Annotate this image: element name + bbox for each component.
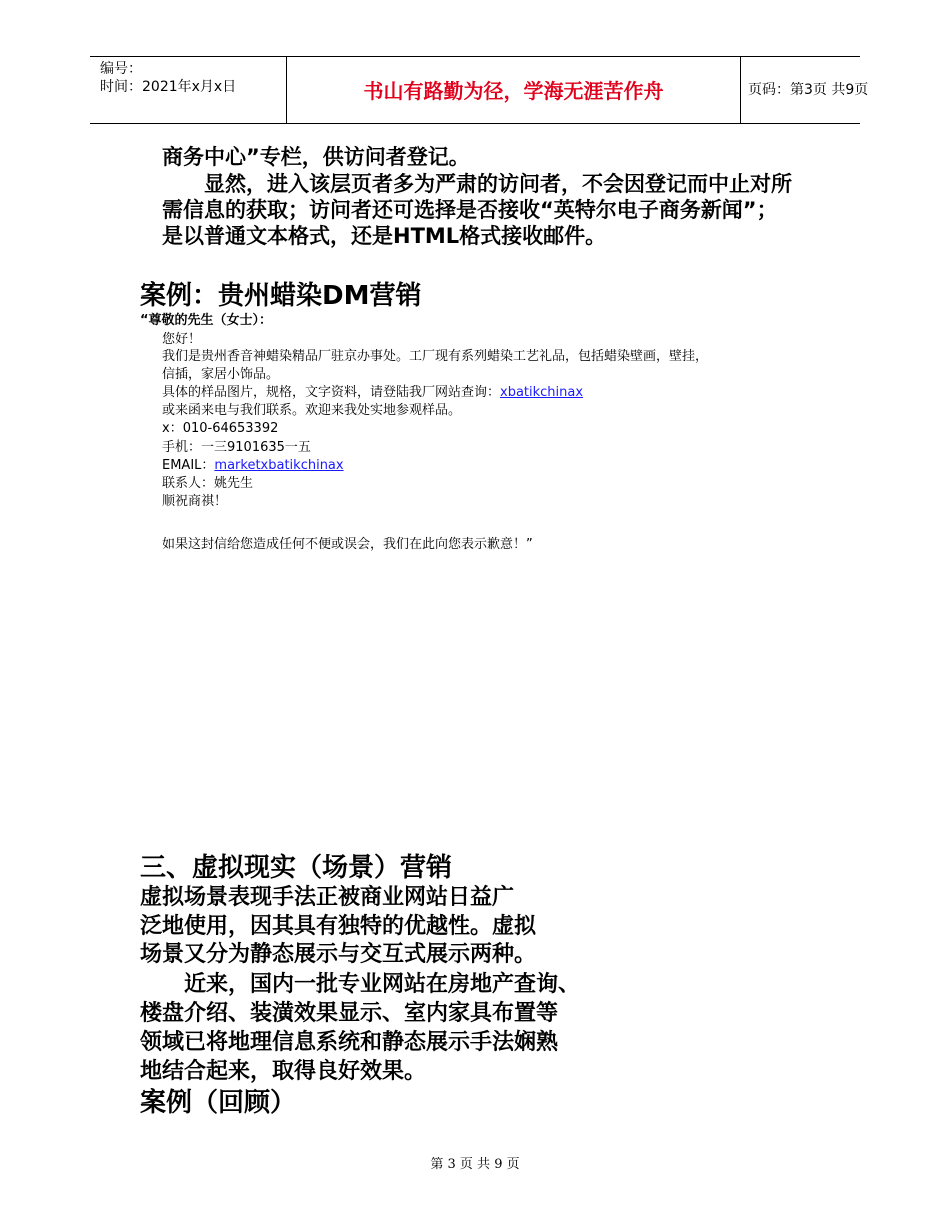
section-3-p2-line-2: 楼盘介绍、装潢效果显示、室内家具布置等 — [140, 1001, 559, 1026]
letter-closing: 顺祝商祺！ — [162, 494, 228, 509]
letter-body-3 — [162, 384, 583, 402]
section-3-title: 三、虚拟现实（场景）营销 — [140, 853, 453, 883]
page-info: 页码：第3页 共9页 — [748, 82, 869, 98]
section-3-p1-line-3: 场景又分为静态展示与交互式展示两种。 — [140, 942, 537, 967]
letter-body-2: 信插，家居小饰品。 — [162, 367, 280, 382]
section-3-p2-line-4: 地结合起来，取得良好效果。 — [140, 1059, 427, 1084]
email-link[interactable]: marketxbatikchinax — [214, 458, 344, 473]
letter-email — [162, 457, 344, 475]
header-meta-cell — [90, 57, 286, 123]
page-footer: 第 3 页 共 9 页 — [430, 1157, 520, 1172]
document-header — [90, 56, 869, 124]
letter-mobile: 手机：一三9101635一五 — [162, 440, 311, 455]
email-label: EMAIL： — [162, 458, 215, 473]
section-3-p1-line-2: 泛地使用，因其具有独特的优越性。虚拟 — [140, 914, 537, 939]
header-page-cell — [740, 57, 869, 123]
case-dm-title: 案例：贵州蜡染DM营销 — [140, 281, 422, 311]
section-3-p2-line-3: 领域已将地理信息系统和静态展示手法娴熟 — [140, 1030, 559, 1055]
letter-fax: x：010-64653392 — [162, 421, 279, 436]
intro-line-4: 是以普通文本格式，还是HTML格式接收邮件。 — [162, 224, 607, 248]
section-3-p1-line-1: 虚拟场景表现手法正被商业网站日益广 — [140, 885, 515, 910]
letter-hello: 您好！ — [162, 332, 202, 347]
intro-line-1: 商务中心”专栏，供访问者登记。 — [162, 145, 470, 169]
header-motto-cell — [286, 57, 741, 123]
section-3-p2-line-1: 近来，国内一批专业网站在房地产查询、 — [184, 972, 581, 997]
motto: 书山有路勤为径，学海无涯苦作舟 — [363, 79, 664, 103]
letter-body-3-text: 具体的样品图片，规格，文字资料，请登陆我厂网站查询： — [162, 385, 501, 400]
case-review-title: 案例（回顾） — [140, 1088, 297, 1118]
letter-greeting: “尊敬的先生（女士）： — [140, 313, 273, 328]
time-label: 时间：2021年x月x日 — [100, 79, 237, 95]
letter-body-1: 我们是贵州香音神蜡染精品厂驻京办事处。工厂现有系列蜡染工艺礼品，包括蜡染壁画，壁挂， — [162, 349, 709, 364]
website-link[interactable]: xbatikchinax — [500, 385, 584, 400]
intro-line-3: 需信息的获取；访问者还可选择是否接收“英特尔电子商务新闻”； — [162, 198, 778, 222]
intro-line-2: 显然，进入该层页者多为严肃的访问者，不会因登记而中止对所 — [204, 172, 792, 196]
letter-body-4: 或来函来电与我们联系。欢迎来我处实地参观样品。 — [162, 403, 462, 418]
number-label: 编号： — [100, 61, 142, 77]
letter-apology: 如果这封信给您造成任何不便或误会，我们在此向您表示歉意！” — [162, 537, 533, 552]
letter-contact: 联系人：姚先生 — [162, 476, 254, 491]
